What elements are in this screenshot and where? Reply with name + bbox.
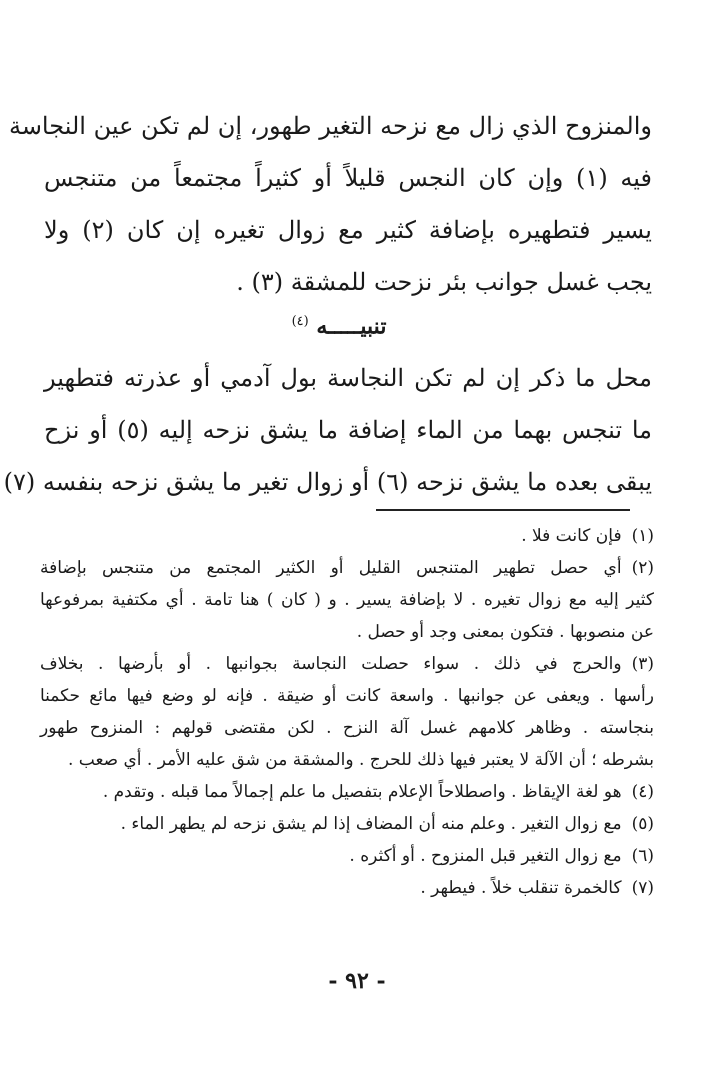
text-line: يبقى بعده ما يشق نزحه (٦) أو زوال تغير ما يشق نزحه بنفسه (٧) <box>3 468 652 496</box>
footnote-text: هو لغة الإيقاظ . واصطلاحاً الإعلام بتفصيل ما علم إجمالاً مما قبله . وتقدم . <box>102 782 622 802</box>
footnote-line: كثير إليه مع زوال تغيره . لا بإضافة يسير . و ( كان ) هنا تامة . أي مكتفية بمرفوعها <box>40 590 654 610</box>
footnote-text: أي حصل تطهير المتنجس القليل أو الكثير المجتمع من متنجس بإضافة <box>40 558 622 578</box>
footnote-number: (٣) <box>631 654 654 674</box>
footnote-number: (٦) <box>631 846 654 866</box>
main-paragraph <box>8 100 652 308</box>
footnote-text: والحرج في ذلك . سواء حصلت النجاسة بجوانبها . أو بأرضها . بخلاف <box>40 654 622 674</box>
text-line: والمنزوح الذي زال مع نزحه التغير طهور، إن لم تكن عين النجاسة <box>8 112 652 140</box>
footnote-4 <box>40 776 654 808</box>
footnote-6 <box>40 840 654 872</box>
footnote-text: مع زوال التغير . وعلم منه أن المضاف إذا لم يشق نزحه لم يطهر الماء . <box>120 814 622 834</box>
footnote-line: بنجاسته . وظاهر كلامهم غسل آلة النزح . لكن مقتضى قولهم : المنزوح طهور <box>40 718 654 738</box>
footnote-number: (٤) <box>631 782 654 802</box>
text-line: يجب غسل جوانب بئر نزحت للمشقة (٣) . <box>236 268 652 296</box>
heading-note: (٤) <box>291 314 309 329</box>
footnote-number: (٥) <box>631 814 654 834</box>
footnote-text: فإن كانت فلا . <box>521 526 622 546</box>
footnote-number: (١) <box>631 526 654 546</box>
footnote-1 <box>40 520 654 552</box>
text-line: ما تنجس بهما من الماء إضافة ما يشق نزحه إليه (٥) أو نزح <box>44 416 652 444</box>
page-number: - ٩٢ - <box>328 968 386 994</box>
text-line: فيه (١) وإن كان النجس قليلاً أو كثيراً مجتمعاً من متنجس <box>44 164 652 192</box>
heading-text: تنبيـــــه <box>316 313 387 340</box>
footnote-7 <box>40 872 654 904</box>
footnote-line: عن منصوبها . فتكون بمعنى وجد أو حصل . <box>356 622 654 642</box>
footnote-text: كالخمرة تنقلب خلاً . فيطهر . <box>420 878 622 898</box>
footnote-line: بشرطه ؛ أن الآلة لا يعتبر فيها ذلك للحرج . والمشقة من شق عليه الأمر . أي صعب . <box>67 750 654 770</box>
footnote-line <box>40 776 654 808</box>
footnote-3 <box>40 648 654 776</box>
footnote-number: (٧) <box>631 878 654 898</box>
footnote-line <box>40 552 654 584</box>
footnotes <box>40 520 654 904</box>
second-paragraph <box>3 352 652 508</box>
text-line: يسير فتطهيره بإضافة كثير مع زوال تغيره إن كان (٢) ولا <box>44 216 652 244</box>
footnote-line: رأسها . ويعفى عن جوانبها . واسعة كانت أو ضيقة . فإنه لو وضع فيها مائع حكمنا <box>40 686 654 706</box>
text-line: محل ما ذكر إن لم تكن النجاسة بول آدمي أو عذرته فتطهير <box>44 364 652 392</box>
footnote-number: (٢) <box>631 558 654 578</box>
footnote-5 <box>40 808 654 840</box>
footnote-text: مع زوال التغير قبل المنزوح . أو أكثره . <box>349 846 622 866</box>
footnote-2 <box>40 552 654 648</box>
footnote-line <box>40 872 654 904</box>
footnote-line <box>40 520 654 552</box>
footnote-separator <box>376 509 630 511</box>
footnote-line <box>40 808 654 840</box>
section-heading <box>0 300 714 344</box>
footnote-line <box>40 840 654 872</box>
footnote-line <box>40 648 654 680</box>
